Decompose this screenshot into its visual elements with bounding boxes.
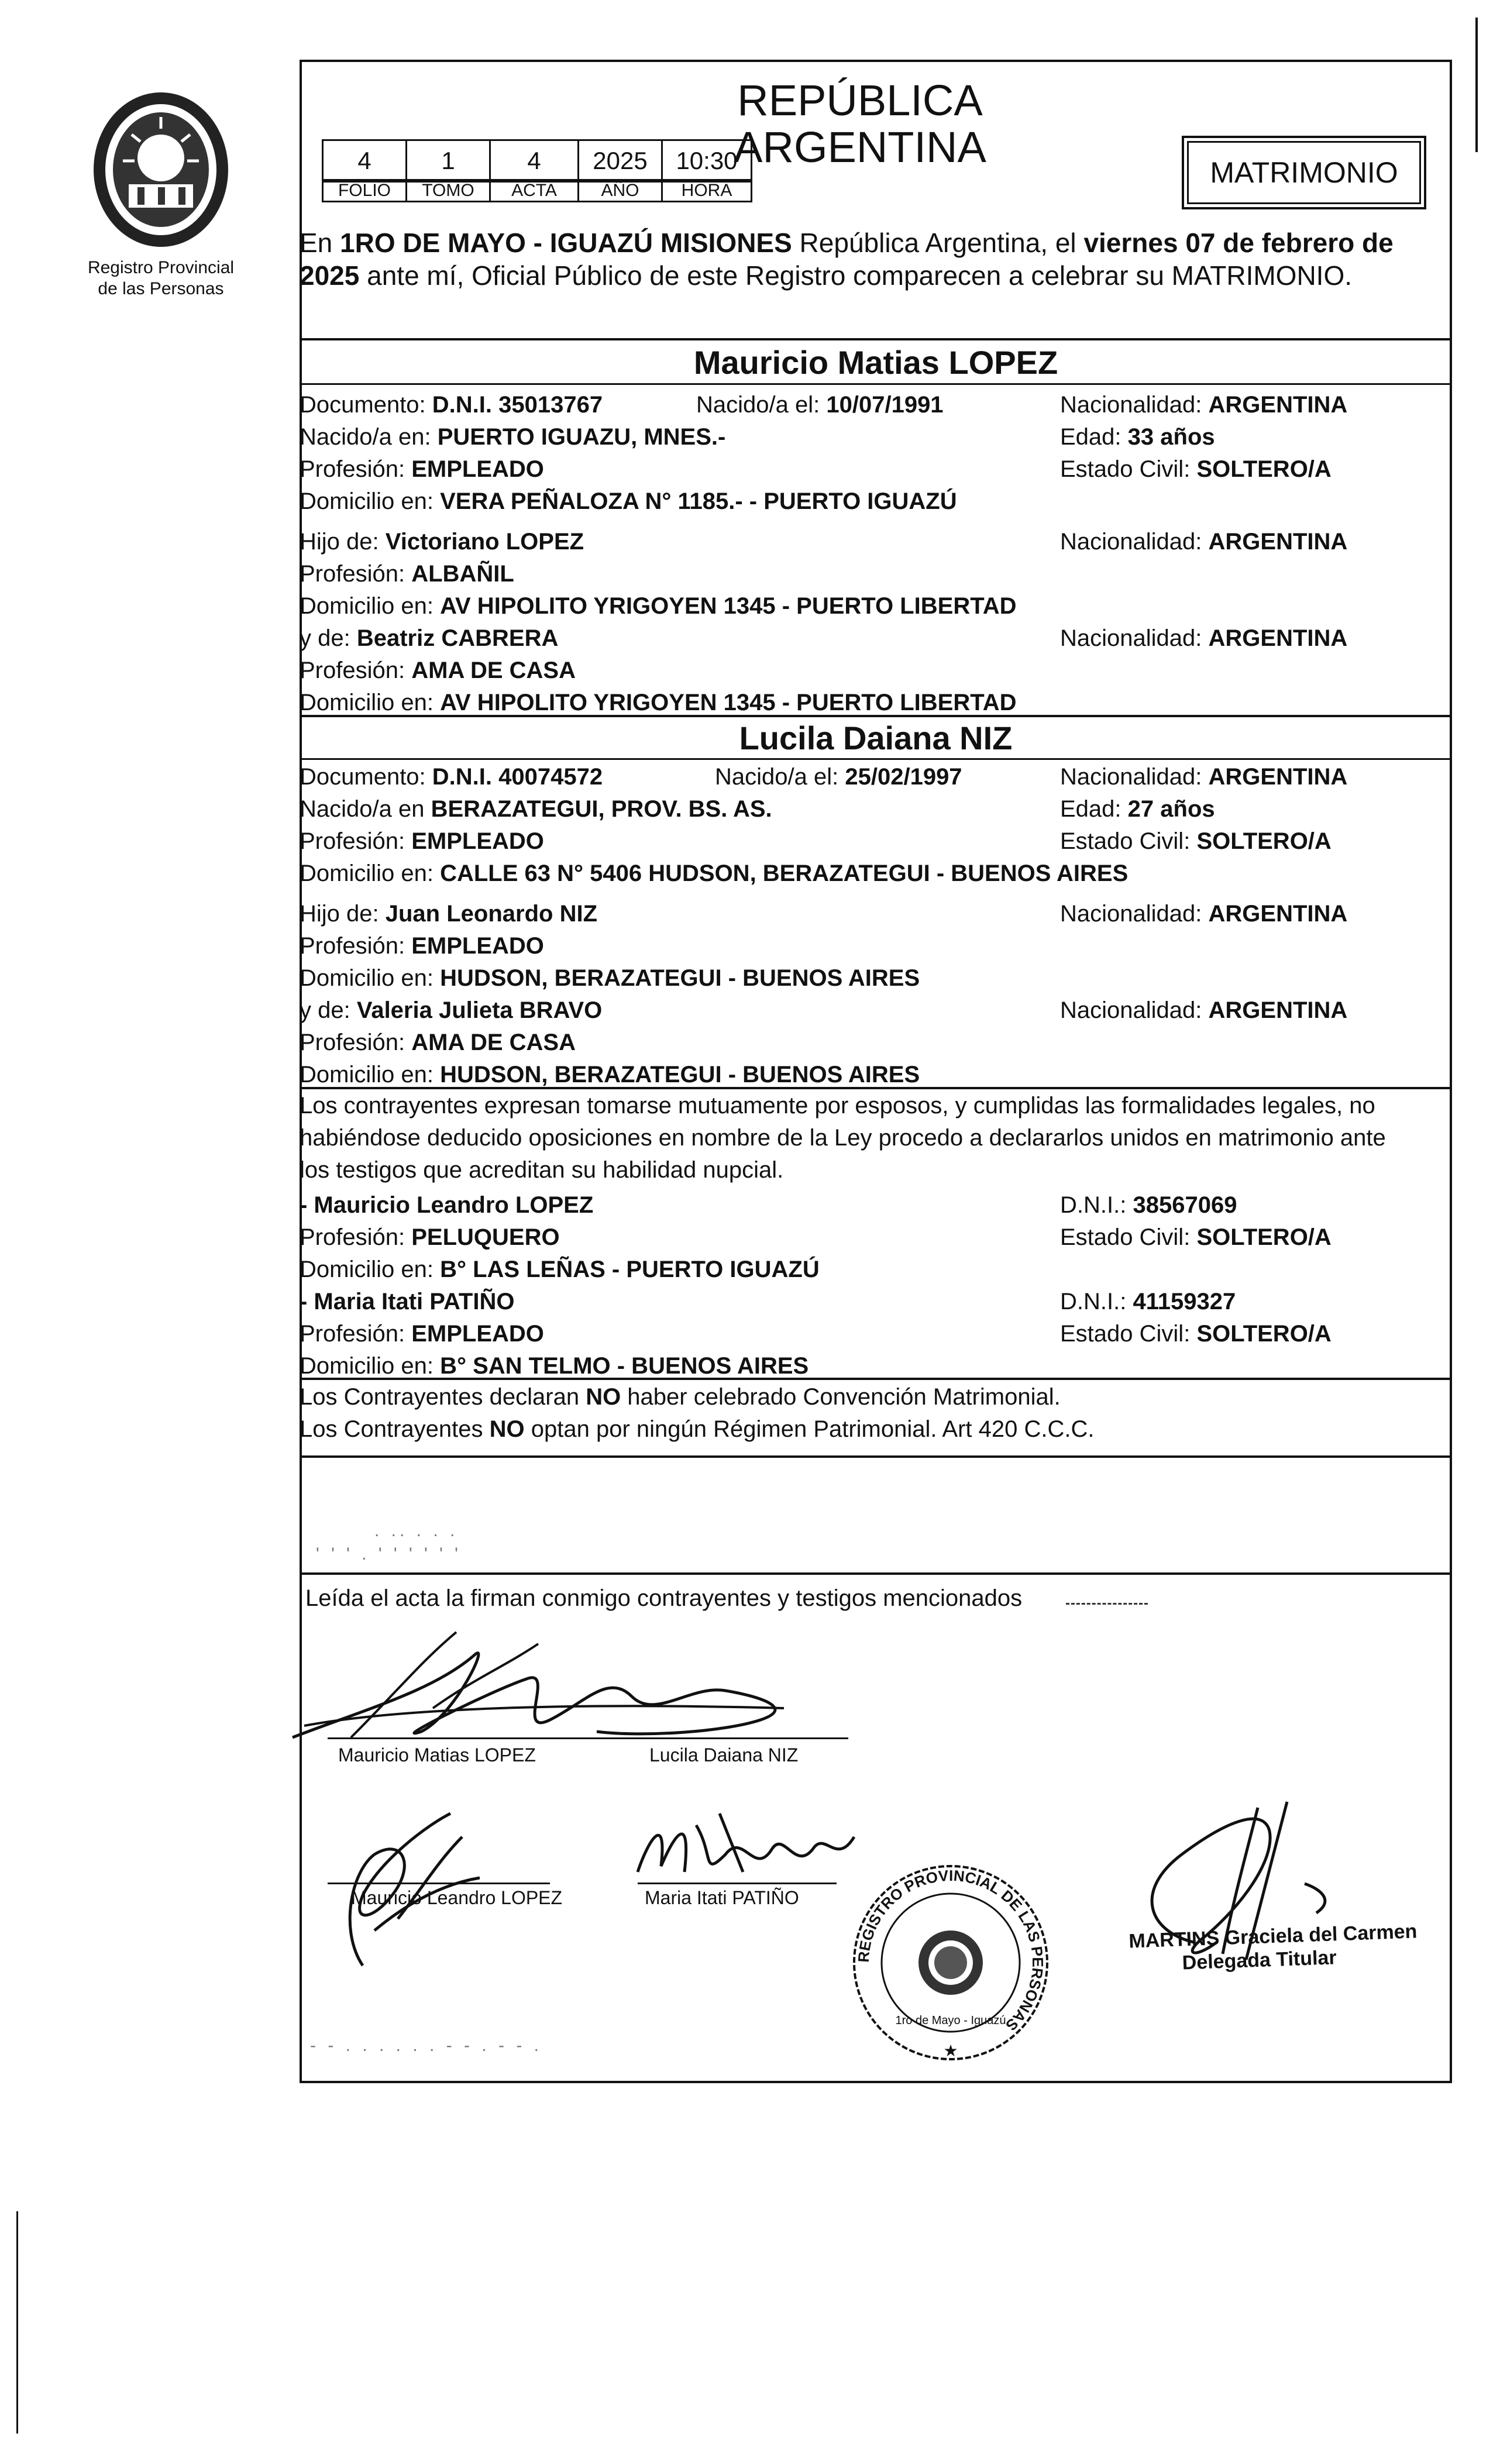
witness1-name: - Mauricio Leandro LOPEZ: [300, 1192, 594, 1218]
spouse1-birthdate: Nacido/a el: 10/07/1991: [696, 392, 944, 418]
intro-place: 1RO DE MAYO - IGUAZÚ MISIONES: [340, 228, 792, 258]
witness2-address: Domicilio en: B° SAN TELMO - BUENOS AIRES: [300, 1353, 809, 1379]
witness1-sign-line: [328, 1883, 550, 1884]
spouse1-mother-address: Domicilio en: AV HIPOLITO YRIGOYEN 1345 - PUERTO LIBERTAD: [300, 690, 1017, 715]
act-type-box: MATRIMONIO: [1182, 136, 1426, 209]
witness1-address: Domicilio en: B° LAS LEÑAS - PUERTO IGUAZÚ: [300, 1257, 820, 1282]
intro-p1: En: [300, 228, 340, 258]
spouse2-nationality: Nacionalidad: ARGENTINA: [1060, 764, 1348, 790]
declaration-line2: habiéndose deducido oposiciones en nombre de la Ley procedo a declararlos unidos en matrimonio ante: [300, 1125, 1386, 1151]
witness1-signature-label: Mauricio Leandro LOPEZ: [351, 1887, 563, 1908]
spouse2-profession: Profesión: EMPLEADO: [300, 828, 544, 854]
spouse2-signature-label: Lucila Daiana NIZ: [649, 1744, 799, 1766]
country-title: REPÚBLICA ARGENTINA: [734, 76, 986, 171]
hour-value: 10:30: [661, 139, 752, 183]
spouse1-dni: D.N.I. 35013767: [432, 392, 603, 418]
folio-caption: FOLIO: [322, 179, 407, 202]
witness2-signature-scribble: [626, 1802, 872, 1890]
witness2-signature-label: Maria Itati PATIÑO: [645, 1887, 799, 1908]
spouse1-document: Documento: D.N.I. 35013767: [300, 392, 603, 418]
witness1-civil-status: Estado Civil: SOLTERO/A: [1060, 1224, 1332, 1250]
spouse1-mother-nationality: Nacionalidad: ARGENTINA: [1060, 625, 1348, 651]
witness1-dni: D.N.I.: 38567069: [1060, 1192, 1237, 1218]
stamp-inner-text: 1ro de Mayo - Iguazú: [895, 2014, 1006, 2027]
declaration-line3: los testigos que acreditan su habilidad nupcial.: [300, 1157, 784, 1183]
spouse1-profession: Profesión: EMPLEADO: [300, 456, 544, 482]
intro-p3: ante mí, Oficial Público de este Registro comparecen a celebrar su MATRIMONIO.: [359, 260, 1353, 291]
spouse2-age: Edad: 27 años: [1060, 796, 1215, 822]
divider-spouse2-top: [300, 715, 1452, 717]
divider-spouse2-name: [300, 758, 1452, 760]
spouse1-name: Mauricio Matias LOPEZ: [693, 344, 1058, 381]
divider-regime-top: [300, 1378, 1452, 1380]
spouse2-father: Hijo de: Juan Leonardo NIZ: [300, 901, 597, 927]
spouse2-mother: y de: Valeria Julieta BRAVO: [300, 997, 603, 1023]
spouse2-birthdate: Nacido/a el: 25/02/1997: [715, 764, 962, 790]
spouse2-father-nationality: Nacionalidad: ARGENTINA: [1060, 901, 1348, 927]
faded-marks-2: ' ' ' . ' ' ' ' ' ': [316, 1544, 462, 1564]
spouse1-father-profession: Profesión: ALBAÑIL: [300, 561, 514, 587]
spouse1-mother: y de: Beatriz CABRERA: [300, 625, 559, 651]
spouse2-civil-status: Estado Civil: SOLTERO/A: [1060, 828, 1332, 854]
spouse1-address: Domicilio en: VERA PEÑALOZA N° 1185.- - PUERTO IGUAZÚ: [300, 488, 957, 514]
divider-declaration-top: [300, 1087, 1452, 1089]
witness2-sign-line: [638, 1883, 837, 1884]
spouse2-document: Documento: D.N.I. 40074572: [300, 764, 603, 790]
divider-spouse1-top: [300, 338, 1452, 340]
spouse1-father: Hijo de: Victoriano LOPEZ: [300, 529, 584, 555]
spouse2-dni: D.N.I. 40074572: [432, 764, 603, 790]
official-role: Delegada Titular: [1182, 1946, 1337, 1974]
frame-bottom: [300, 2081, 1452, 2083]
frame-top: [300, 60, 1452, 62]
spouse2-mother-nationality: Nacionalidad: ARGENTINA: [1060, 997, 1348, 1023]
folio-value: 4: [322, 139, 407, 183]
divider-spouse1-name: [300, 383, 1452, 385]
spouse2-father-profession: Profesión: EMPLEADO: [300, 933, 544, 959]
year-value: 2025: [577, 139, 663, 183]
spouse1-civil-status: Estado Civil: SOLTERO/A: [1060, 456, 1332, 482]
spouse2-father-address: Domicilio en: HUDSON, BERAZATEGUI - BUENOS AIRES: [300, 965, 920, 991]
divider-closing-top: [300, 1572, 1452, 1575]
spouse2-mother-profession: Profesión: AMA DE CASA: [300, 1030, 576, 1055]
acta-value: 4: [489, 139, 579, 183]
margin-mark: [1475, 18, 1478, 152]
registry-name-line2: de las Personas: [98, 279, 224, 298]
official-stamp-icon: [848, 1860, 1053, 2065]
spouse1-birthplace: Nacido/a en: PUERTO IGUAZU, MNES.-: [300, 424, 726, 450]
spouse2-address: Domicilio en: CALLE 63 N° 5406 HUDSON, BERAZATEGUI - BUENOS AIRES: [300, 861, 1129, 886]
intro-date: viernes 07 de febrero de: [1083, 228, 1394, 258]
tomo-value: 1: [405, 139, 491, 183]
binding-mark: [16, 2211, 18, 2434]
witness2-dni: D.N.I.: 41159327: [1060, 1289, 1236, 1314]
spouse1-father-nationality: Nacionalidad: ARGENTINA: [1060, 529, 1348, 555]
spouse1-nationality: Nacionalidad: ARGENTINA: [1060, 392, 1348, 418]
acta-caption: ACTA: [489, 179, 579, 202]
divider-notes-top: [300, 1455, 1452, 1458]
province-seal-icon: [88, 88, 234, 252]
spouse-signatures-scribble: [281, 1620, 924, 1749]
intro-p2: República Argentina, el: [792, 228, 1084, 258]
faded-marks: . .. . . .: [374, 1521, 459, 1540]
official-name: MARTINS Graciela del Carmen: [1128, 1920, 1418, 1953]
spouse2-name: Lucila Daiana NIZ: [739, 720, 1013, 756]
spouse1-age: Edad: 33 años: [1060, 424, 1215, 450]
witness1-profession: Profesión: PELUQUERO: [300, 1224, 560, 1250]
spouse-sign-line: [328, 1737, 848, 1739]
registry-name-line1: Registro Provincial: [87, 258, 235, 277]
closing-dash: [1066, 1603, 1148, 1605]
declaration-line1: Los contrayentes expresan tomarse mutuamente por esposos, y cumplidas las formalidades legales, no: [300, 1093, 1375, 1119]
spouse2-birthplace: Nacido/a en BERAZATEGUI, PROV. BS. AS.: [300, 796, 772, 822]
witness2-name: - Maria Itati PATIÑO: [300, 1289, 515, 1314]
intro-line1: [300, 229, 1394, 256]
tomo-caption: TOMO: [405, 179, 491, 202]
regime-line1: Los Contrayentes declaran NO haber celebrado Convención Matrimonial.: [300, 1384, 1061, 1410]
closing-text: Leída el acta la firman conmigo contrayentes y testigos mencionados: [305, 1585, 1023, 1611]
hour-caption: HORA: [661, 179, 752, 202]
year-caption: AÑO: [577, 179, 663, 202]
spouse2-mother-address: Domicilio en: HUDSON, BERAZATEGUI - BUENOS AIRES: [300, 1062, 920, 1088]
spouse1-mother-profession: Profesión: AMA DE CASA: [300, 658, 576, 683]
witness2-profession: Profesión: EMPLEADO: [300, 1321, 544, 1347]
regime-line2: Los Contrayentes NO optan por ningún Régimen Patrimonial. Art 420 C.C.C.: [300, 1416, 1095, 1442]
witness2-civil-status: Estado Civil: SOLTERO/A: [1060, 1321, 1332, 1347]
intro-line2: [300, 262, 1352, 289]
registry-name: [64, 257, 257, 300]
spouse1-signature-label: Mauricio Matias LOPEZ: [338, 1744, 536, 1766]
intro-year: 2025: [300, 260, 360, 291]
stamp-star-icon: ★: [943, 2042, 958, 2060]
stamp-ring-text: REGISTRO PROVINCIAL DE LAS PERSONAS: [854, 1866, 1047, 2035]
spouse1-father-address: Domicilio en: AV HIPOLITO YRIGOYEN 1345 - PUERTO LIBERTAD: [300, 593, 1017, 619]
bottom-faded-marks: - - . . . . . . - - . - - .: [310, 2036, 542, 2055]
